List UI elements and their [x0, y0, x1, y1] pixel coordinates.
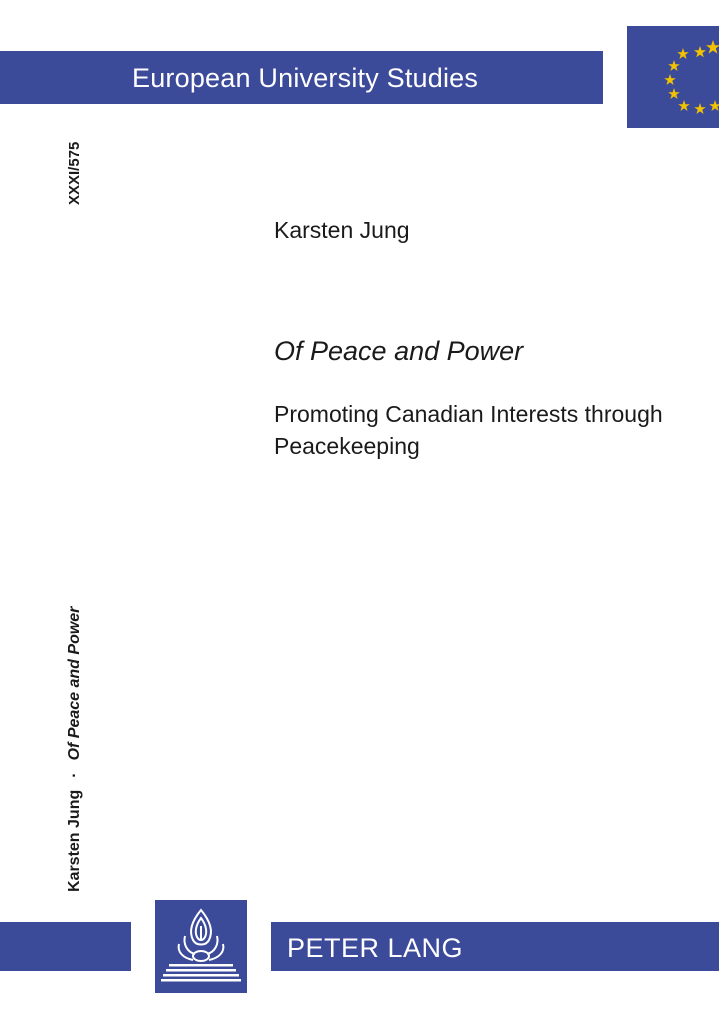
logo-drawing	[155, 900, 247, 993]
book-author: Karsten Jung	[274, 217, 410, 243]
book-subtitle: Promoting Canadian Interests through Peacekeeping	[274, 401, 663, 459]
star-icon	[678, 100, 690, 111]
bottom-band-right	[271, 922, 719, 971]
eu-stars	[627, 26, 719, 128]
eu-flag-icon	[627, 26, 719, 128]
star-icon	[694, 46, 706, 57]
star-icon	[677, 48, 689, 59]
series-title: European University Studies	[132, 63, 479, 93]
spine-title: Of Peace and Power	[66, 606, 83, 761]
series-band	[0, 51, 603, 104]
spine-author: Karsten Jung	[66, 789, 83, 892]
book-title: Of Peace and Power	[274, 336, 524, 366]
star-icon	[668, 60, 680, 71]
star-icon	[706, 40, 719, 54]
star-icon	[694, 103, 706, 114]
star-icon	[668, 88, 680, 99]
series-number: XXXI/575	[66, 141, 83, 205]
star-icon	[709, 100, 719, 111]
publisher-name: PETER LANG	[287, 933, 464, 963]
spine-text	[66, 607, 84, 892]
spine-separator: ·	[66, 772, 83, 778]
bottom-band-left	[0, 922, 131, 971]
star-icon	[664, 74, 676, 85]
publisher-logo-icon	[155, 900, 247, 993]
